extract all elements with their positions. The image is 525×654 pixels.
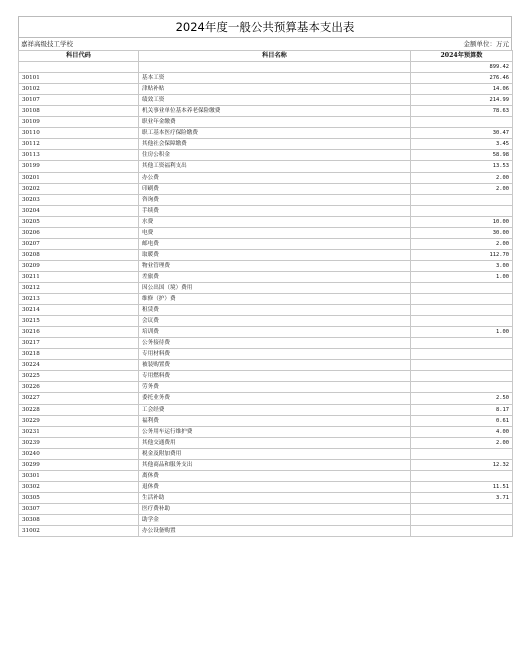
row-amount: 8.17 (411, 404, 513, 415)
table-row (19, 415, 513, 426)
total-name (139, 62, 411, 73)
row-code: 30225 (19, 371, 139, 382)
row-amount: 11.51 (411, 481, 513, 492)
row-name: 职业年金缴费 (139, 117, 411, 128)
row-amount (411, 448, 513, 459)
row-code: 30299 (19, 459, 139, 470)
row-code: 30301 (19, 470, 139, 481)
row-code: 30305 (19, 492, 139, 503)
table-row (19, 327, 513, 338)
row-code: 30201 (19, 172, 139, 183)
row-code: 30213 (19, 294, 139, 305)
row-code: 30208 (19, 249, 139, 260)
row-code: 30224 (19, 360, 139, 371)
row-code: 30231 (19, 426, 139, 437)
table-row (19, 503, 513, 514)
row-code: 30101 (19, 73, 139, 84)
row-name: 物业管理费 (139, 260, 411, 271)
row-name: 其他工资福利支出 (139, 161, 411, 172)
row-name: 离休费 (139, 470, 411, 481)
table-row (19, 238, 513, 249)
row-amount: 30.47 (411, 128, 513, 139)
row-name: 医疗费补助 (139, 503, 411, 514)
row-amount: 3.00 (411, 260, 513, 271)
table-row (19, 393, 513, 404)
row-amount: 78.63 (411, 106, 513, 117)
row-amount: 3.71 (411, 492, 513, 503)
table-row (19, 448, 513, 459)
row-code: 30228 (19, 404, 139, 415)
row-code: 30110 (19, 128, 139, 139)
row-name: 手续费 (139, 205, 411, 216)
table-row (19, 95, 513, 106)
subtitle-row (18, 37, 512, 50)
row-code: 30204 (19, 205, 139, 216)
row-code: 30217 (19, 338, 139, 349)
row-amount: 0.61 (411, 415, 513, 426)
table-row (19, 172, 513, 183)
row-amount: 2.00 (411, 437, 513, 448)
row-name: 办公费 (139, 172, 411, 183)
table-row (19, 161, 513, 172)
row-name: 印刷费 (139, 183, 411, 194)
row-name: 退休费 (139, 481, 411, 492)
row-code: 30209 (19, 260, 139, 271)
row-code: 30199 (19, 161, 139, 172)
row-amount (411, 360, 513, 371)
row-name: 因公出国（境）费用 (139, 282, 411, 293)
row-name: 公务用车运行维护费 (139, 426, 411, 437)
row-amount: 2.00 (411, 238, 513, 249)
row-code: 30207 (19, 238, 139, 249)
row-amount: 14.06 (411, 84, 513, 95)
table-row (19, 106, 513, 117)
amount-unit: 金额单位：万元 (463, 40, 509, 48)
row-amount: 10.00 (411, 216, 513, 227)
row-name: 培训费 (139, 327, 411, 338)
row-amount: 3.45 (411, 139, 513, 150)
table-row (19, 470, 513, 481)
row-name: 邮电费 (139, 238, 411, 249)
row-name: 咨询费 (139, 194, 411, 205)
row-amount: 58.98 (411, 150, 513, 161)
table-row (19, 426, 513, 437)
row-name: 维修（护）费 (139, 294, 411, 305)
row-name: 津贴补贴 (139, 84, 411, 95)
row-amount: 13.53 (411, 161, 513, 172)
row-code: 31002 (19, 526, 139, 537)
row-amount (411, 117, 513, 128)
row-code: 30226 (19, 382, 139, 393)
row-amount (411, 282, 513, 293)
row-name: 助学金 (139, 514, 411, 525)
row-amount (411, 526, 513, 537)
row-amount (411, 382, 513, 393)
table-row (19, 194, 513, 205)
row-amount (411, 194, 513, 205)
row-name: 被装购置费 (139, 360, 411, 371)
row-code: 30214 (19, 305, 139, 316)
table-row (19, 349, 513, 360)
row-name: 职工基本医疗保险缴费 (139, 128, 411, 139)
row-code: 30202 (19, 183, 139, 194)
row-code: 30107 (19, 95, 139, 106)
table-row (19, 305, 513, 316)
row-name: 福利费 (139, 415, 411, 426)
table-row (19, 227, 513, 238)
header-amount: 2024年预算数 (411, 51, 513, 62)
header-code: 科目代码 (19, 51, 139, 62)
budget-sheet (18, 16, 512, 537)
total-code (19, 62, 139, 73)
table-row (19, 282, 513, 293)
table-row (19, 360, 513, 371)
row-code: 30112 (19, 139, 139, 150)
row-code: 30240 (19, 448, 139, 459)
row-amount (411, 316, 513, 327)
row-name: 生活补助 (139, 492, 411, 503)
row-amount: 214.99 (411, 95, 513, 106)
row-name: 工会经费 (139, 404, 411, 415)
table-row (19, 260, 513, 271)
row-name: 电费 (139, 227, 411, 238)
row-code: 30229 (19, 415, 139, 426)
row-code: 30205 (19, 216, 139, 227)
organization-name: 嘉祥高级技工学校 (21, 40, 73, 48)
row-amount (411, 338, 513, 349)
row-name: 办公设备购置 (139, 526, 411, 537)
row-name: 绩效工资 (139, 95, 411, 106)
row-name: 住房公积金 (139, 150, 411, 161)
row-amount (411, 305, 513, 316)
table-row (19, 128, 513, 139)
table-row (19, 459, 513, 470)
total-amount: 899.42 (411, 62, 513, 73)
row-amount: 30.00 (411, 227, 513, 238)
budget-table (18, 50, 513, 537)
table-row (19, 294, 513, 305)
row-name: 取暖费 (139, 249, 411, 260)
row-amount: 1.00 (411, 271, 513, 282)
table-row (19, 382, 513, 393)
row-amount: 2.50 (411, 393, 513, 404)
table-row (19, 371, 513, 382)
page-title: 2024年度一般公共预算基本支出表 (18, 16, 512, 37)
row-name: 差旅费 (139, 271, 411, 282)
row-name: 其他社会保障缴费 (139, 139, 411, 150)
table-row (19, 216, 513, 227)
row-amount: 1.00 (411, 327, 513, 338)
row-name: 会议费 (139, 316, 411, 327)
table-row (19, 205, 513, 216)
row-name: 租赁费 (139, 305, 411, 316)
table-row (19, 481, 513, 492)
table-row (19, 338, 513, 349)
row-amount (411, 349, 513, 360)
row-amount: 112.70 (411, 249, 513, 260)
row-name: 专用燃料费 (139, 371, 411, 382)
row-amount: 2.00 (411, 183, 513, 194)
row-amount (411, 205, 513, 216)
row-code: 30218 (19, 349, 139, 360)
table-row (19, 492, 513, 503)
row-name: 公务接待费 (139, 338, 411, 349)
table-row (19, 139, 513, 150)
table-row (19, 316, 513, 327)
table-row (19, 183, 513, 194)
table-row (19, 271, 513, 282)
row-name: 劳务费 (139, 382, 411, 393)
row-code: 30211 (19, 271, 139, 282)
table-row (19, 526, 513, 537)
row-code: 30212 (19, 282, 139, 293)
table-row (19, 437, 513, 448)
row-amount (411, 470, 513, 481)
table-row (19, 73, 513, 84)
table-row (19, 117, 513, 128)
row-name: 其他商品和服务支出 (139, 459, 411, 470)
row-amount: 12.32 (411, 459, 513, 470)
row-amount: 276.46 (411, 73, 513, 84)
row-name: 其他交通费用 (139, 437, 411, 448)
row-code: 30206 (19, 227, 139, 238)
row-code: 30227 (19, 393, 139, 404)
row-code: 30108 (19, 106, 139, 117)
row-code: 30307 (19, 503, 139, 514)
row-code: 30113 (19, 150, 139, 161)
row-name: 委托业务费 (139, 393, 411, 404)
row-amount: 2.00 (411, 172, 513, 183)
row-name: 税金及附加费用 (139, 448, 411, 459)
table-row (19, 150, 513, 161)
row-amount (411, 503, 513, 514)
row-amount (411, 514, 513, 525)
table-row (19, 84, 513, 95)
row-code: 30102 (19, 84, 139, 95)
table-row (19, 249, 513, 260)
row-amount: 4.00 (411, 426, 513, 437)
header-row (19, 51, 513, 62)
row-code: 30302 (19, 481, 139, 492)
row-name: 专用材料费 (139, 349, 411, 360)
header-name: 科目名称 (139, 51, 411, 62)
total-row (19, 62, 513, 73)
row-name: 水费 (139, 216, 411, 227)
row-code: 30216 (19, 327, 139, 338)
table-row (19, 514, 513, 525)
row-code: 30239 (19, 437, 139, 448)
row-amount (411, 371, 513, 382)
row-code: 30109 (19, 117, 139, 128)
row-code: 30203 (19, 194, 139, 205)
row-name: 基本工资 (139, 73, 411, 84)
row-name: 机关事业单位基本养老保险缴费 (139, 106, 411, 117)
row-code: 30215 (19, 316, 139, 327)
row-amount (411, 294, 513, 305)
row-code: 30308 (19, 514, 139, 525)
table-row (19, 404, 513, 415)
